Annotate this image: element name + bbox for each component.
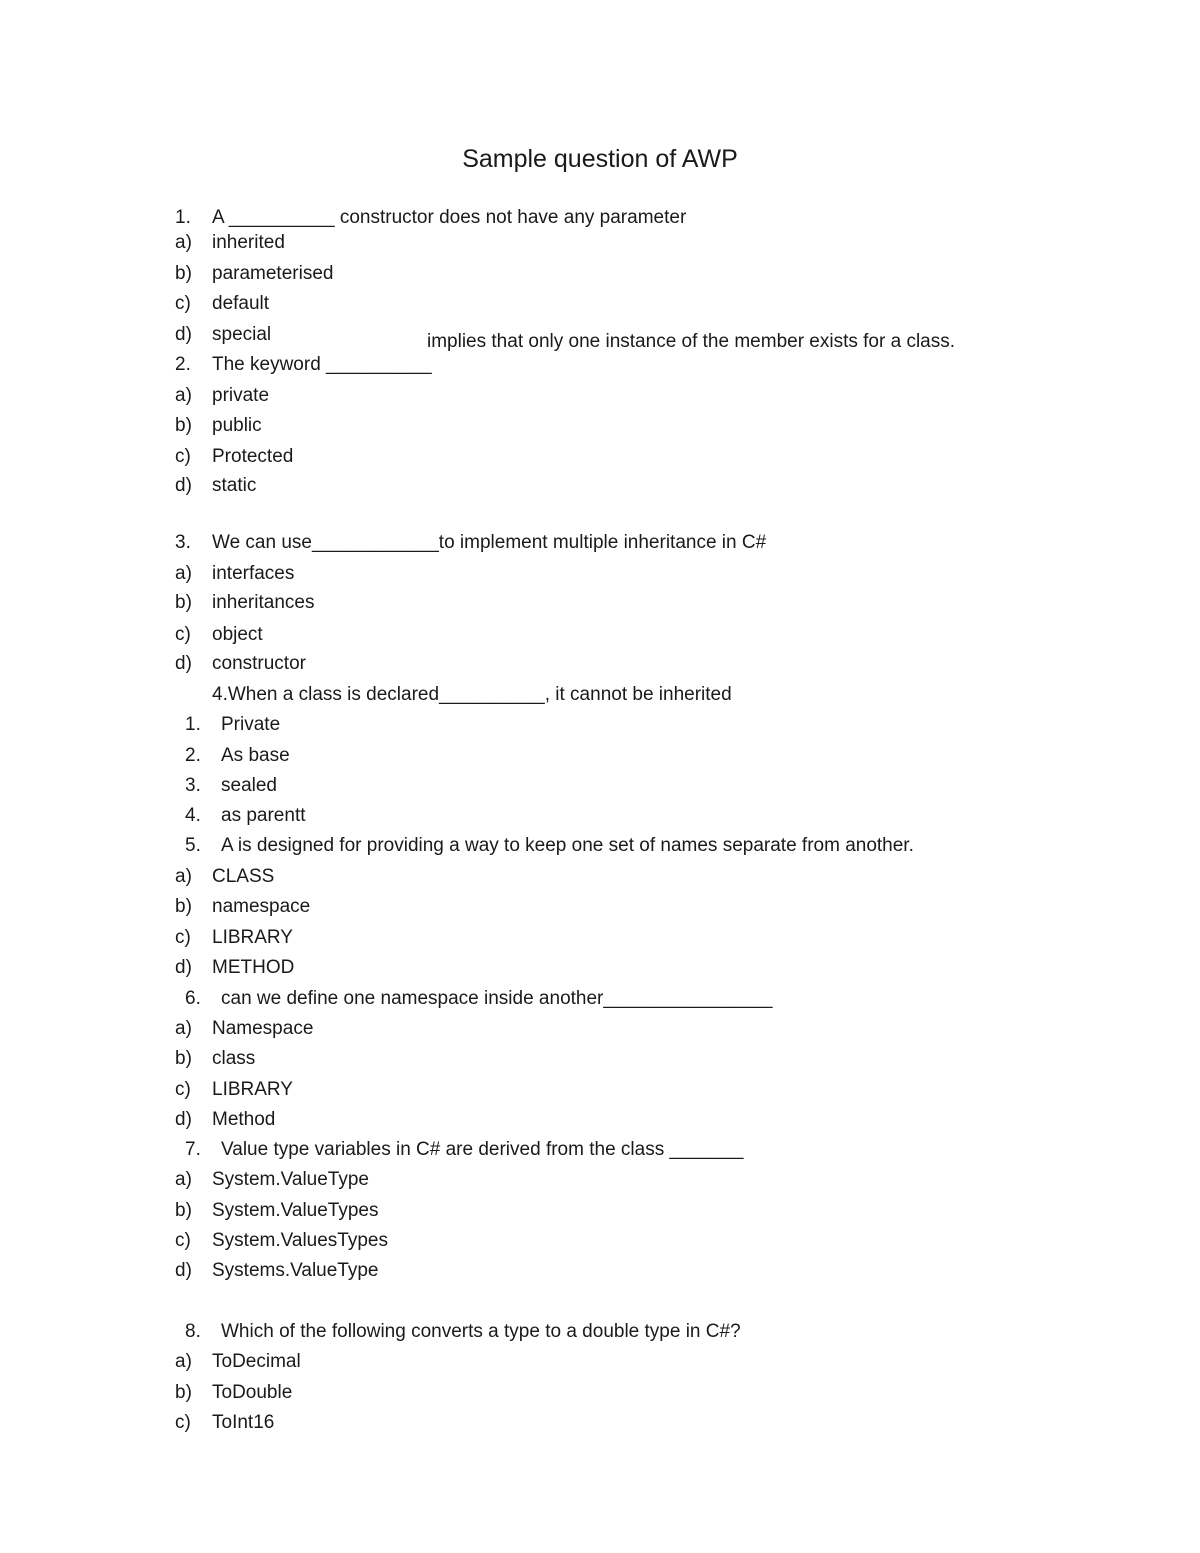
option-text: inheritances [212, 592, 315, 613]
question-text: The keyword __________ [212, 354, 432, 375]
question-number: 5. [185, 835, 201, 856]
option-text: class [212, 1048, 256, 1069]
option-text: System.ValuesTypes [212, 1230, 389, 1251]
option-marker: c) [175, 1230, 191, 1251]
option-text: namespace [212, 896, 311, 917]
option-marker: b) [175, 1382, 192, 1403]
option-text: CLASS [212, 866, 275, 887]
option-text: Private [221, 714, 281, 735]
option-marker: b) [175, 1048, 192, 1069]
option-marker: c) [175, 624, 191, 645]
question-number: 6. [185, 988, 201, 1009]
option-text: System.ValueType [212, 1169, 370, 1190]
question-text: Which of the following converts a type to a double type in C#? [221, 1321, 741, 1342]
option-marker: b) [175, 415, 192, 436]
option-marker: 3. [185, 775, 201, 796]
option-marker: d) [175, 1109, 192, 1130]
option-text: sealed [221, 775, 277, 796]
option-text: Namespace [212, 1018, 314, 1039]
question-number: 2. [175, 354, 191, 375]
option-text: as parentt [221, 805, 306, 826]
option-text: static [212, 475, 257, 496]
option-text: Protected [212, 446, 294, 467]
option-marker: 4. [185, 805, 201, 826]
option-marker: d) [175, 653, 192, 674]
option-text: interfaces [212, 563, 295, 584]
option-marker: c) [175, 1079, 191, 1100]
option-text: default [212, 293, 270, 314]
option-text: special [212, 324, 272, 345]
question-text: A is designed for providing a way to keep one set of names separate from another. [221, 835, 914, 856]
option-marker: a) [175, 232, 192, 253]
question-number: 3. [175, 532, 191, 553]
option-text: ToDecimal [212, 1351, 301, 1372]
question-text: Value type variables in C# are derived from the class _______ [221, 1139, 744, 1160]
question-2-continuation-text: implies that only one instance of the member exists for a class. [427, 331, 956, 352]
option-marker: b) [175, 896, 192, 917]
option-marker: c) [175, 1412, 191, 1433]
option-marker: b) [175, 263, 192, 284]
option-marker: c) [175, 293, 191, 314]
option-marker: d) [175, 957, 192, 978]
option-marker: d) [175, 1260, 192, 1281]
document-title: Sample question of AWP [462, 145, 738, 173]
option-text: private [212, 385, 270, 406]
option-text: As base [221, 745, 290, 766]
option-marker: c) [175, 927, 191, 948]
option-text: object [212, 624, 263, 645]
option-text: inherited [212, 232, 285, 253]
option-text: System.ValueTypes [212, 1200, 379, 1221]
option-text: LIBRARY [212, 927, 293, 948]
option-marker: d) [175, 324, 192, 345]
option-marker: b) [175, 1200, 192, 1221]
option-text: constructor [212, 653, 306, 674]
question-text: We can use____________to implement multiple inheritance in C# [212, 532, 767, 553]
question-number: 8. [185, 1321, 201, 1342]
question-number: 7. [185, 1139, 201, 1160]
question-text: A __________ constructor does not have any parameter [212, 207, 687, 228]
option-marker: a) [175, 1351, 192, 1372]
option-text: METHOD [212, 957, 295, 978]
option-text: parameterised [212, 263, 334, 284]
option-text: ToDouble [212, 1382, 293, 1403]
option-marker: a) [175, 1169, 192, 1190]
option-marker: a) [175, 1018, 192, 1039]
question-text: 4.When a class is declared__________, it cannot be inherited [212, 684, 732, 705]
option-text: Systems.ValueType [212, 1260, 379, 1281]
option-text: ToInt16 [212, 1412, 275, 1433]
option-marker: a) [175, 563, 192, 584]
option-marker: 2. [185, 745, 201, 766]
option-text: LIBRARY [212, 1079, 293, 1100]
option-marker: 1. [185, 714, 201, 735]
question-number: 1. [175, 207, 191, 228]
question-text: can we define one namespace inside another________________ [221, 988, 773, 1009]
option-text: Method [212, 1109, 276, 1130]
option-marker: b) [175, 592, 192, 613]
option-marker: c) [175, 446, 191, 467]
option-marker: d) [175, 475, 192, 496]
option-marker: a) [175, 866, 192, 887]
option-text: public [212, 415, 262, 436]
option-marker: a) [175, 385, 192, 406]
